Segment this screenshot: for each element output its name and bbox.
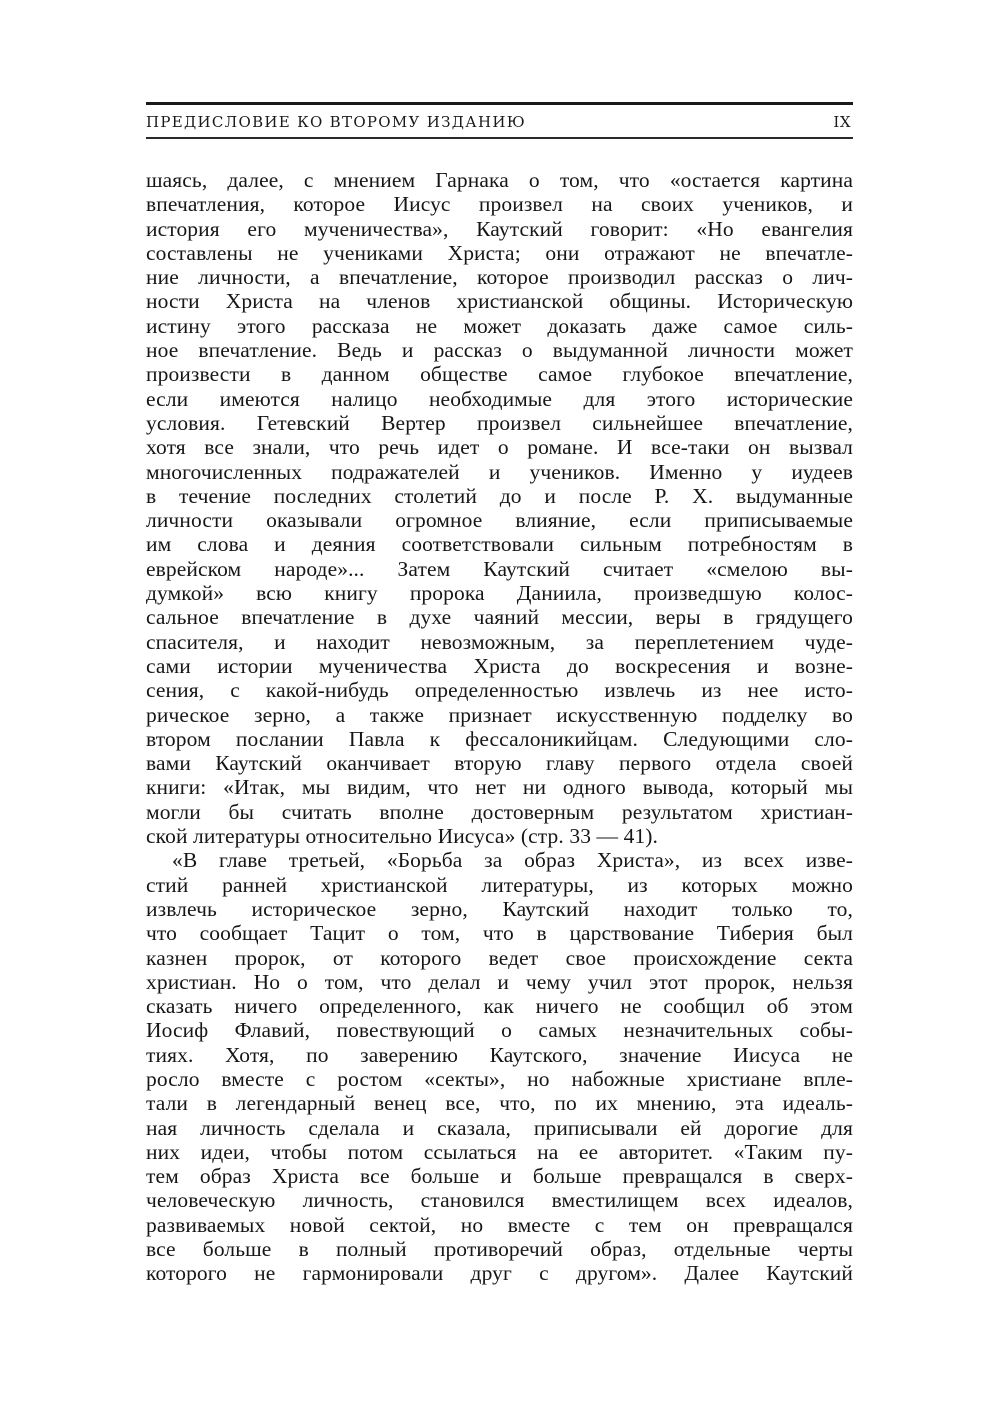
text-line: книги: «Итак, мы видим, что нет ни одного вывода, который мы — [146, 775, 853, 800]
text-line: развиваемых новой сектой, но вместе с тем он превращался — [146, 1212, 853, 1237]
header-rule-bottom — [146, 137, 853, 139]
text-line: хотя все знали, что речь идет о романе. И все-таки он вызвал — [146, 435, 853, 460]
text-line: сами истории мученичества Христа до воскресения и возне- — [146, 653, 853, 678]
text-line: ная личность сделала и сказала, приписывали ей дорогие для — [146, 1115, 853, 1140]
text-line: ской литературы относительно Иисуса» (стр. 33 — 41). — [146, 824, 659, 849]
text-line: личности оказывали огромное влияние, если приписываемые — [146, 508, 853, 533]
text-line: тиях. Хотя, по заверению Каутского, значение Иисуса не — [146, 1042, 853, 1067]
text-line: все больше в полный противоречий образ, отдельные черты — [146, 1237, 853, 1262]
running-head-title: ПРЕДИСЛОВИЕ КО ВТОРОМУ ИЗДАНИЮ — [146, 113, 526, 131]
body-text — [146, 168, 853, 1286]
text-line: тем образ Христа все больше и больше превращался в сверх- — [146, 1164, 853, 1189]
text-line: условия. Гетевский Вертер произвел сильнейшее впечатление, — [146, 410, 853, 435]
text-line: сения, с какой-нибудь определенностью извлечь из нее исто- — [146, 678, 853, 703]
text-line: стий ранней христианской литературы, из которых можно — [146, 872, 853, 897]
text-line: в течение последних столетий до и после Р. Х. выдуманные — [146, 483, 853, 508]
text-line: христиан. Но о том, что делал и чему учил этот пророк, нельзя — [146, 969, 853, 994]
paragraph — [146, 848, 853, 1285]
text-line: могли бы считать вполне достоверным результатом христиан- — [146, 799, 853, 824]
text-line: им слова и деяния соответствовали сильным потребностям в — [146, 532, 853, 557]
text-line: истину этого рассказа не может доказать даже самое силь- — [146, 313, 853, 338]
text-line: сказать ничего определенного, как ничего не сообщил об этом — [146, 994, 853, 1019]
text-line: сальное впечатление в духе чаяний мессии, веры в грядущего — [146, 605, 853, 630]
text-line: еврейском народе»... Затем Каутский считает «смелою вы- — [146, 556, 853, 581]
text-line: многочисленных подражателей и учеников. Именно у иудеев — [146, 459, 853, 484]
header-rule-top — [146, 102, 853, 105]
text-line: человеческую личность, становился вместилищем всех идеалов, — [146, 1188, 853, 1213]
text-line: произвести в данном обществе самое глубокое впечатление, — [146, 362, 853, 387]
running-head — [146, 110, 853, 134]
text-line: которого не гармонировали друг с другом». Далее Каутский — [146, 1261, 853, 1286]
text-line: спасителя, и находит невозможным, за переплетением чуде- — [146, 629, 853, 654]
text-line: ние личности, а впечатление, которое производил рассказ о лич- — [146, 265, 853, 290]
text-line: втором послании Павла к фессалоникийцам. Следующими сло- — [146, 726, 853, 751]
text-line: думкой» всю книгу пророка Даниила, произведшую колос- — [146, 581, 853, 606]
text-line: что сообщает Тацит о том, что в царствование Тиберия был — [146, 921, 853, 946]
text-line: казнен пророк, от которого ведет свое происхождение секта — [146, 945, 853, 970]
text-line: ности Христа на членов христианской общины. Историческую — [146, 289, 853, 314]
text-line: «В главе третьей, «Борьба за образ Христа», из всех изве- — [172, 848, 853, 873]
text-line: если имеются налицо необходимые для этого исторические — [146, 386, 853, 411]
text-line: тали в легендарный венец все, что, по их мнению, эта идеаль- — [146, 1091, 853, 1116]
text-line: составлены не учениками Христа; они отражают не впечатле- — [146, 240, 853, 265]
text-line: Иосиф Флавий, повествующий о самых незначительных собы- — [146, 1018, 853, 1043]
text-line: извлечь историческое зерно, Каутский находит только то, — [146, 896, 853, 921]
paragraph — [146, 168, 853, 848]
text-line: ное впечатление. Ведь и рассказ о выдуманной личности может — [146, 338, 853, 363]
text-line: них идеи, чтобы потом ссылаться на ее авторитет. «Таким пу- — [146, 1139, 853, 1164]
text-line: впечатления, которое Иисус произвел на своих учеников, и — [146, 192, 853, 217]
text-line: росло вместе с ростом «секты», но набожные христиане впле- — [146, 1066, 853, 1091]
text-line: история его мученичества», Каутский говорит: «Но евангелия — [146, 216, 853, 241]
text-line: шаясь, далее, с мнением Гарнака о том, что «остается картина — [146, 168, 853, 192]
text-line: вами Каутский оканчивает вторую главу первого отдела своей — [146, 751, 853, 776]
page-number: IX — [833, 113, 851, 131]
text-line: рическое зерно, а также признает искусственную подделку во — [146, 702, 853, 727]
